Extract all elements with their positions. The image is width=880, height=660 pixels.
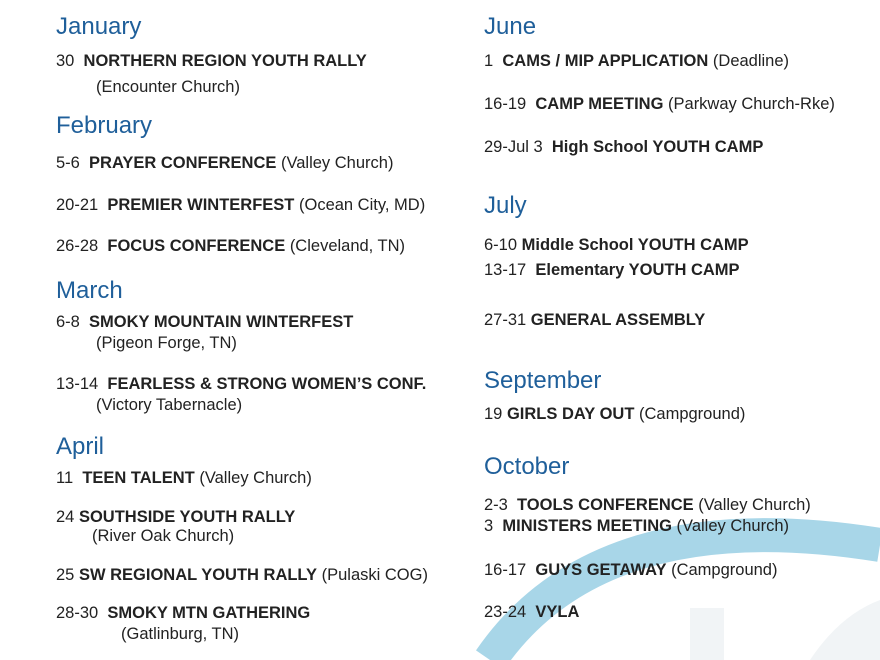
event-name: FOCUS CONFERENCE — [107, 237, 286, 255]
event-date: 28-30 — [56, 604, 99, 622]
event-september-19 — [484, 404, 745, 424]
event-april-24 — [56, 507, 295, 527]
event-location: (Cleveland, TN) — [289, 237, 406, 255]
event-name: GENERAL ASSEMBLY — [530, 311, 706, 329]
event-july-13-17 — [484, 260, 740, 280]
event-location: (Parkway Church-Rke) — [668, 95, 835, 113]
event-name: SOUTHSIDE YOUTH RALLY — [78, 508, 296, 526]
event-name: Middle School YOUTH CAMP — [521, 236, 749, 254]
event-name: PREMIER WINTERFEST — [107, 196, 295, 214]
event-date: 25 — [56, 566, 75, 584]
event-location: (Valley Church) — [698, 496, 811, 514]
event-october-3 — [484, 516, 789, 536]
event-location: (Valley Church) — [280, 154, 394, 172]
event-location: (Ocean City, MD) — [298, 196, 426, 214]
event-name: SMOKY MTN GATHERING — [107, 604, 311, 622]
event-name: CAMP MEETING — [535, 95, 664, 113]
pale-block — [690, 608, 724, 660]
pale-curve — [810, 600, 880, 660]
month-heading-february: February — [56, 112, 153, 139]
event-location: (Valley Church) — [199, 469, 312, 487]
event-january-30 — [56, 51, 367, 71]
event-location: (Encounter Church) — [96, 78, 240, 96]
event-name: High School YOUTH CAMP — [551, 138, 764, 156]
event-date: 13-17 — [484, 261, 527, 279]
event-july-27-31 — [484, 310, 705, 330]
event-location: (River Oak Church) — [92, 527, 235, 545]
event-name: TOOLS CONFERENCE — [517, 496, 694, 514]
event-february-5-6 — [56, 153, 393, 173]
event-date: 6-8 — [56, 313, 80, 331]
event-date: 30 — [56, 52, 75, 70]
event-june-29-jul-3 — [484, 137, 763, 157]
event-location: (Campground) — [671, 561, 778, 579]
event-date: 3 — [484, 517, 494, 535]
month-heading-january: January — [56, 13, 142, 40]
event-name: GIRLS DAY OUT — [506, 405, 635, 423]
event-name: TEEN TALENT — [82, 469, 195, 487]
event-date: 1 — [484, 52, 494, 70]
event-june-16-19 — [484, 94, 835, 114]
event-june-1 — [484, 51, 789, 71]
event-date: 29-Jul 3 — [484, 138, 543, 156]
month-heading-october: October — [484, 453, 570, 480]
event-name: MINISTERS MEETING — [502, 517, 672, 535]
event-july-6-10 — [484, 235, 749, 255]
event-october-2-3 — [484, 495, 811, 515]
month-heading-march: March — [56, 277, 123, 304]
event-name: Elementary YOUTH CAMP — [535, 261, 740, 279]
event-date: 5-6 — [56, 154, 80, 172]
event-october-16-17 — [484, 560, 777, 580]
event-date: 16-17 — [484, 561, 527, 579]
event-name: NORTHERN REGION YOUTH RALLY — [83, 52, 367, 70]
event-name: SW REGIONAL YOUTH RALLY — [78, 566, 318, 584]
event-date: 13-14 — [56, 375, 99, 393]
event-date: 24 — [56, 508, 75, 526]
event-name: PRAYER CONFERENCE — [89, 154, 277, 172]
event-location: (Deadline) — [712, 52, 790, 70]
event-march-6-8 — [56, 312, 353, 332]
event-april-28-30 — [56, 603, 310, 623]
event-october-23-24 — [484, 602, 579, 622]
event-name: FEARLESS & STRONG WOMEN’S CONF. — [107, 375, 427, 393]
month-heading-july: July — [484, 192, 527, 219]
event-date: 6-10 — [484, 236, 518, 254]
event-date: 2-3 — [484, 496, 508, 514]
event-date: 23-24 — [484, 603, 527, 621]
month-heading-september: September — [484, 367, 602, 394]
month-heading-april: April — [56, 433, 105, 460]
event-location: (Valley Church) — [676, 517, 790, 535]
event-location: (Victory Tabernacle) — [96, 396, 243, 414]
event-name: GUYS GETAWAY — [535, 561, 667, 579]
event-name: CAMS / MIP APPLICATION — [502, 52, 709, 70]
event-april-25 — [56, 565, 428, 585]
event-date: 20-21 — [56, 196, 99, 214]
event-name: VYLA — [535, 603, 580, 621]
event-date: 26-28 — [56, 237, 99, 255]
event-location: (Pulaski COG) — [321, 566, 428, 584]
event-location: (Pigeon Forge, TN) — [96, 334, 237, 352]
event-february-20-21 — [56, 195, 425, 215]
event-location: (Gatlinburg, TN) — [121, 625, 239, 643]
event-march-13-14 — [56, 374, 426, 394]
event-date: 11 — [56, 469, 74, 487]
arc-band — [490, 535, 880, 660]
event-date: 16-19 — [484, 95, 527, 113]
month-heading-june: June — [484, 13, 537, 40]
event-date: 19 — [484, 405, 503, 423]
event-location: (Campground) — [639, 405, 746, 423]
event-april-11 — [56, 468, 312, 488]
event-february-26-28 — [56, 236, 405, 256]
event-date: 27-31 — [484, 311, 527, 329]
event-name: SMOKY MOUNTAIN WINTERFEST — [89, 313, 354, 331]
